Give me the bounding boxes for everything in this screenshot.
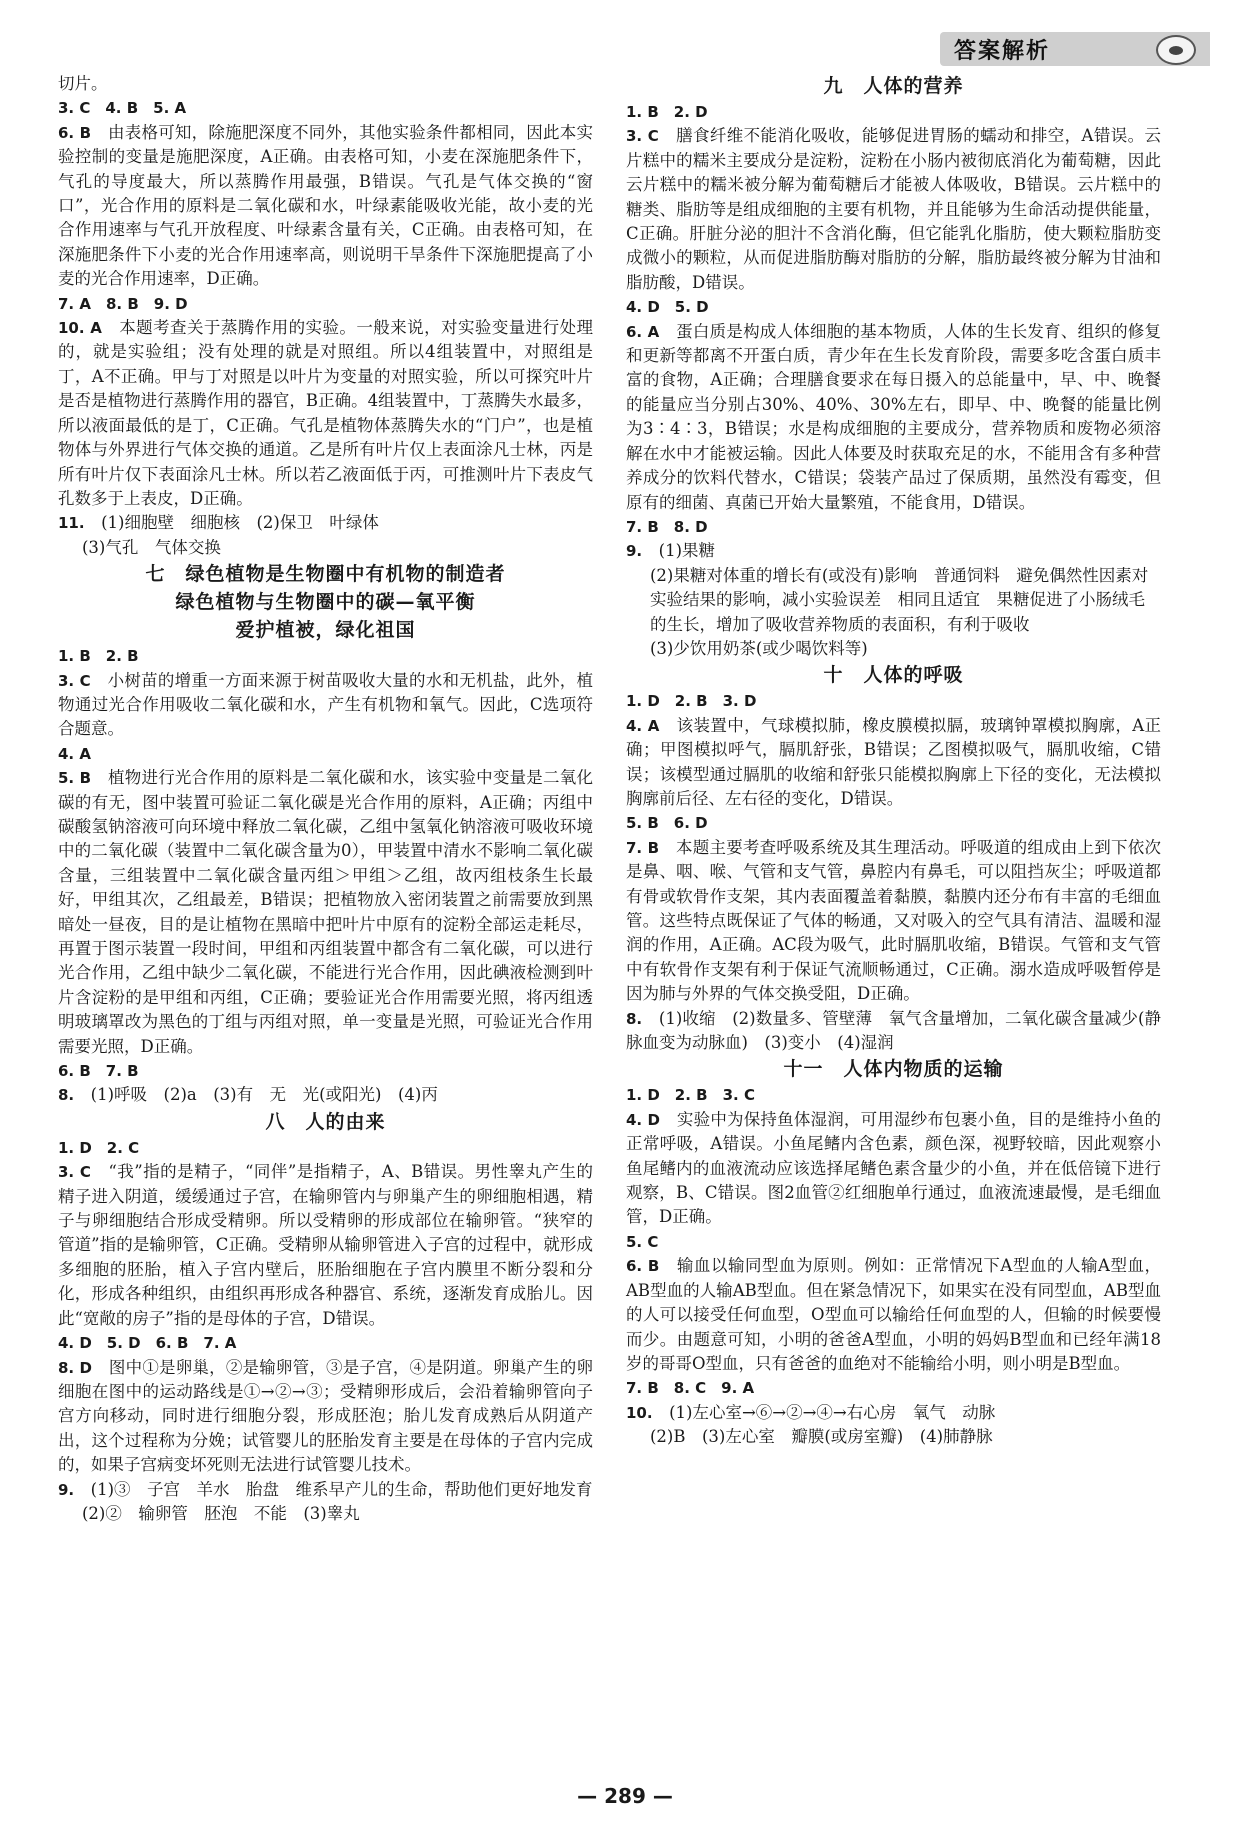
answer-continuation: (2)果糖对体重的增长有(或没有)影响 普通饲料 避免偶然性因素对实验结果的影响，减小实验误差 相同且适宜 果糖促进了小肠绒毛的生长，增加了吸收营养物质的表面积，有利于吸收 [650,565,1149,634]
answer-continuation: (3)气孔 气体交换 [82,537,221,557]
answer-text: 切片。 [58,74,108,93]
answer-explanation: 图中①是卵巢，②是输卵管，③是子宫，④是阴道。卵巢产生的卵细胞在图中的运动路线是①→②→③；受精卵形成后，会沿着输卵管向子宫方向移动，同时进行细胞分裂，形成胚泡；胎儿发育成熟后从阴道产出，这个过程称为分娩；试管婴儿的胚胎发育主要是在母体的子宫内完成的，如果子宫病变坏死则无法进行试管婴儿技术。 [58,1357,594,1475]
answer-item [626,689,1161,713]
answer-item [58,316,593,511]
answer-item [58,1331,593,1355]
answer-explanation: (1)左心室→⑥→②→④→右心房 氧气 动脉 [669,1402,996,1422]
answer-explanation: “我”指的是精子，“同伴”是指精子，A、B错误。男性睾丸产生的精子进入阴道，缓缓通过子宫，在输卵管内与卵巢产生的卵细胞相遇，精子与卵细胞结合形成受精卵。所以受精卵的形成部位在输卵管。“狭窄的管道”指的是输卵管，C正确。受精卵从输卵管进入子宫的过程中，就形成多细胞的胚胎，植入子宫内壁后，胚胎细胞在子宫内膜里不断分裂和分化，形成各种组织，由组织再形成各种器官、系统，逐渐发育成胎儿。因此“宽敞的房子”指的是母体的子宫，D错误。 [58,1162,593,1328]
answer-number: 7. A 8. B 9. D [58,294,188,313]
left-column [58,72,593,1526]
section-heading: 十 人体的呼吸 [823,664,964,687]
answer-explanation: 蛋白质是构成人体细胞的基本物质，人体的生长发育、组织的修复和更新等都离不开蛋白质，青少年在生长发育阶段，需要多吃含蛋白质丰富的食物，A正确；合理膳食要求在每日摄入的总能量中，早、中、晚餐的能量应当分别占30%、40%、30%左右，即早、中、晚餐的能量比例为3∶4∶3，B错误；水是构成细胞的主要成分，营养物质和废物必须溶解在水中才能被运输。因此人体要及时获取充足的水，不能用含有多种营养成分的饮料代替水，C错误；袋装产品过了保质期，虽然没有霉变，但原有的细菌、真菌已开始大量繁殖，不能食用，D错误。 [626,321,1162,512]
answer-explanation: 该装置中，气球模拟肺，橡皮膜模拟膈，玻璃钟罩模拟胸廓，A正确；甲图模拟呼气，膈肌舒张，B错误；乙图模拟吸气，膈肌收缩，C错误；该模型通过膈肌的收缩和舒张只能模拟胸廓上下径的变化，无法模拟胸廓前后径、左右径的变化，D错误。 [626,715,1161,808]
answer-item [58,669,593,742]
answer-item [58,121,593,292]
answer-item [626,539,1161,563]
section-heading: 爱护植被，绿化祖国 [235,619,416,642]
answer-item [626,320,1161,515]
answer-explanation: (1)果糖 [658,541,716,561]
section-heading: 十一 人体内物质的运输 [783,1058,1004,1081]
answer-number: 11. [58,514,85,533]
answer-item [58,1478,593,1502]
answer-item [58,1356,593,1478]
answer-item [626,1376,1161,1400]
answer-continuation: (2)B (3)左心室 瓣膜(或房室瓣) (4)肺静脉 [650,1427,993,1447]
answer-number: 6. B 7. B [58,1062,139,1081]
header-tab [940,32,1210,66]
answer-item [626,811,1161,835]
answer-item [58,1136,593,1160]
answer-item [58,1059,593,1083]
answer-explanation: (1)呼吸 (2)a (3)有 无 光(或阳光) (4)丙 [90,1085,438,1105]
answer-number: 6. B [58,123,92,142]
answer-item [58,742,593,766]
answer-number: 4. D [626,1110,661,1129]
answer-number: 7. B 8. D [626,517,708,536]
answer-number: 10. A [58,319,102,338]
answer-item [626,1108,1161,1230]
answer-explanation: 膳食纤维不能消化吸收，能够促进胃肠的蠕动和排空，A错误。云片糕中的糯米主要成分是淀粉，淀粉在小肠内被彻底消化为葡萄糖，因此云片糕中的糯米被分解为葡萄糖后才能被人体吸收，B错误。云片糕中的糖类、脂肪等是组成细胞的主要有机物，并且能够为生命活动提供能量，C正确。肝脏分泌的胆汁不含消化酶，但它能乳化脂肪，使大颗粒脂肪变成微小的颗粒，从而促进脂肪酶对脂肪的分解，脂肪最终被分解为甘油和脂肪酸，D错误。 [626,126,1162,292]
answer-explanation: (1)细胞壁 细胞核 (2)保卫 叶绿体 [101,513,379,533]
answer-number: 7. B 8. C 9. A [626,1379,755,1398]
answer-number: 1. B 2. B [58,647,139,666]
answer-number: 4. D 5. D [626,298,709,317]
answer-number: 7. B [626,838,660,857]
answer-item [58,1160,593,1331]
answer-number: 8. D [58,1358,93,1377]
answer-number: 3. C 4. B 5. A [58,99,187,118]
answer-item [626,124,1161,295]
answer-number: 5. B [58,769,92,788]
answer-explanation: 小树苗的增重一方面来源于树苗吸收大量的水和无机盐，此外，植物通过光合作用吸收二氧化碳和水，产生有机物和氧气。因此，C选项符合题意。 [58,670,594,739]
answer-item [58,96,593,120]
answer-item [58,766,593,1059]
answer-item [626,1230,1161,1254]
answer-item [626,714,1161,812]
answer-number: 4. A [626,716,660,735]
answer-number: 9. [626,542,643,561]
answer-item [58,292,593,316]
answer-item [626,515,1161,539]
answer-number: 6. B [626,1257,660,1276]
answer-number: 8. [58,1086,75,1105]
answer-item [626,1083,1161,1107]
answer-explanation: 由表格可知，除施肥深度不同外，其他实验条件都相同，因此本实验控制的变量是施肥深度，A正确。由表格可知，小麦在深施肥条件下，气孔的导度最大，所以蒸腾作用最强，B错误。气孔是气体交换的“窗口”，光合作用的原料是二氧化碳和水，叶绿素能吸收光能，故小麦的光合作用速率与气孔开放程度、叶绿素含量有关，C正确。由表格可知，在深施肥条件下小麦的光合作用速率高，则说明干旱条件下深施肥提高了小麦的光合作用速率，D正确。 [58,122,594,289]
answer-item [58,1083,593,1107]
answer-number: 9. [58,1480,75,1499]
answer-item [626,1401,1161,1425]
answer-number: 4. D 5. D 6. B 7. A [58,1334,237,1353]
page-number: — 289 — [577,1784,673,1808]
answer-number: 5. C [626,1232,659,1251]
answer-item [626,1007,1161,1056]
answer-explanation: 植物进行光合作用的原料是二氧化碳和水，该实验中变量是二氧化碳的有无，图中装置可验证二氧化碳是光合作用的原料，A正确；丙组中碳酸氢钠溶液可向环境中释放二氧化碳，乙组中氢氧化钠溶液可吸收环境中的二氧化碳（装置中二氧化碳含量为0），甲装置中清水不影响二氧化碳含量，三组装置中二氧化碳含量丙组＞甲组＞乙组，故丙组枝条生长最好，甲组其次，乙组最差，B错误；把植物放入密闭装置之前需要放到黑暗处一昼夜，目的是让植物在黑暗中把叶片中原有的淀粉全部运走耗尽，再置于图示装置一段时间，甲组和丙组装置中都含有二氧化碳，可以进行光合作用，乙组中缺少二氧化碳，不能进行光合作用，因此碘液检测到叶片含淀粉的是甲组和丙组，C正确；要验证光合作用需要光照，将丙组透明玻璃罩改为黑色的丁组与丙组对照，单一变量是光照，可验证光合作用需要光照，D正确。 [58,768,594,1056]
answer-explanation: 输血以输同型血为原则。例如：正常情况下A型血的人输A型血，AB型血的人输AB型血。但在紧急情况下，如果实在没有同型血，AB型血的人可以接受任何血型，O型血可以输给任何血型的人，但输的时候要慢而少。由题意可知，小明的爸爸A型血，小明的妈妈B型血和已经年满18岁的哥哥O型血，只有爸爸的血绝对不能输给小明，则小明是B型血。 [626,1256,1161,1373]
answer-number: 5. B 6. D [626,814,708,833]
section-heading: 七 绿色植物是生物圈中有机物的制造者 [145,563,506,586]
answer-number: 1. D 2. C [58,1138,140,1157]
answer-item [626,100,1161,124]
answer-explanation: (1)③ 子宫 羊水 胎盘 维系早产儿的生命，帮助他们更好地发育 [90,1479,593,1499]
answer-continuation: (3)少饮用奶茶(或少喝饮料等) [650,638,868,658]
answer-number: 10. [626,1403,653,1422]
section-heading: 八 人的由来 [265,1110,386,1133]
answer-number: 6. A [626,322,660,341]
answer-item [58,511,593,535]
eye-logo-icon [1156,35,1196,65]
right-column [626,72,1161,1450]
answer-explanation: (1)收缩 (2)数量多、管壁薄 氧气含量增加，二氧化碳含量减少(静脉血变为动脉血) (3)变小 (4)湿润 [626,1008,1162,1053]
section-heading: 绿色植物与生物圈中的碳—氧平衡 [175,591,476,614]
header-title: 答案解析 [954,38,1051,64]
answer-number: 1. D 2. B 3. C [626,1086,755,1105]
answer-explanation: 本题主要考查呼吸系统及其生理活动。呼吸道的组成由上到下依次是鼻、咽、喉、气管和支气管，鼻腔内有鼻毛，可以阻挡灰尘；呼吸道都有骨或软骨作支架，其内表面覆盖着黏膜，黏膜内还分布有丰富的毛细血管。这些特点既保证了气体的畅通，又对吸入的空气具有清洁、温暖和湿润的作用，A正确。AC段为吸气，此时膈肌收缩，B错误。气管和支气管中有软骨作支架有利于保证气流顺畅通过，C正确。溺水造成呼吸暂停是因为肺与外界的气体交换受阻，D正确。 [626,837,1162,1004]
answer-item [626,836,1161,1007]
answer-item [58,644,593,668]
answer-explanation: 实验中为保持鱼体湿润，可用湿纱布包裹小鱼，目的是维持小鱼的正常呼吸，A错误。小鱼尾鳍内含色素，颜色深，视野较暗，因此观察小鱼尾鳍内的血液流动应该选择尾鳍色素含量少的小鱼，并在低倍镜下进行观察，B、C错误。图2血管②红细胞单行通过，血液流速最慢，是毛细血管，D正确。 [626,1109,1162,1227]
answer-continuation: (2)② 输卵管 胚泡 不能 (3)睾丸 [82,1503,360,1523]
answer-number: 1. D 2. B 3. D [626,692,757,711]
answer-number: 1. B 2. D [626,103,708,121]
answer-number: 3. C [58,671,91,690]
answer-number: 3. C [58,1163,91,1182]
answer-item [626,1254,1161,1376]
answer-number: 3. C [626,127,659,146]
answer-explanation: 本题考查关于蒸腾作用的实验。一般来说，对实验变量进行处理的，就是实验组；没有处理的就是对照组。所以4组装置中，对照组是丁，A不正确。甲与丁对照是以叶片为变量的对照实验，所以可探究叶片是否是植物进行蒸腾作用的器官，B正确。4组装置中，丁蒸腾失水最多，所以液面最低的是丁，C正确。气孔是植物体蒸腾失水的“门户”，也是植物体与外界进行气体交换的通道。乙是所有叶片仅上表面涂凡士林，丙是所有叶片仅下表面涂凡士林。所以若乙液面低于丙，可推测叶片下表皮气孔数多于上表皮，D正确。 [58,318,594,508]
answer-item [626,295,1161,319]
answer-number: 4. A [58,744,91,763]
section-heading: 九 人体的营养 [823,75,964,97]
answer-number: 8. [626,1009,643,1028]
